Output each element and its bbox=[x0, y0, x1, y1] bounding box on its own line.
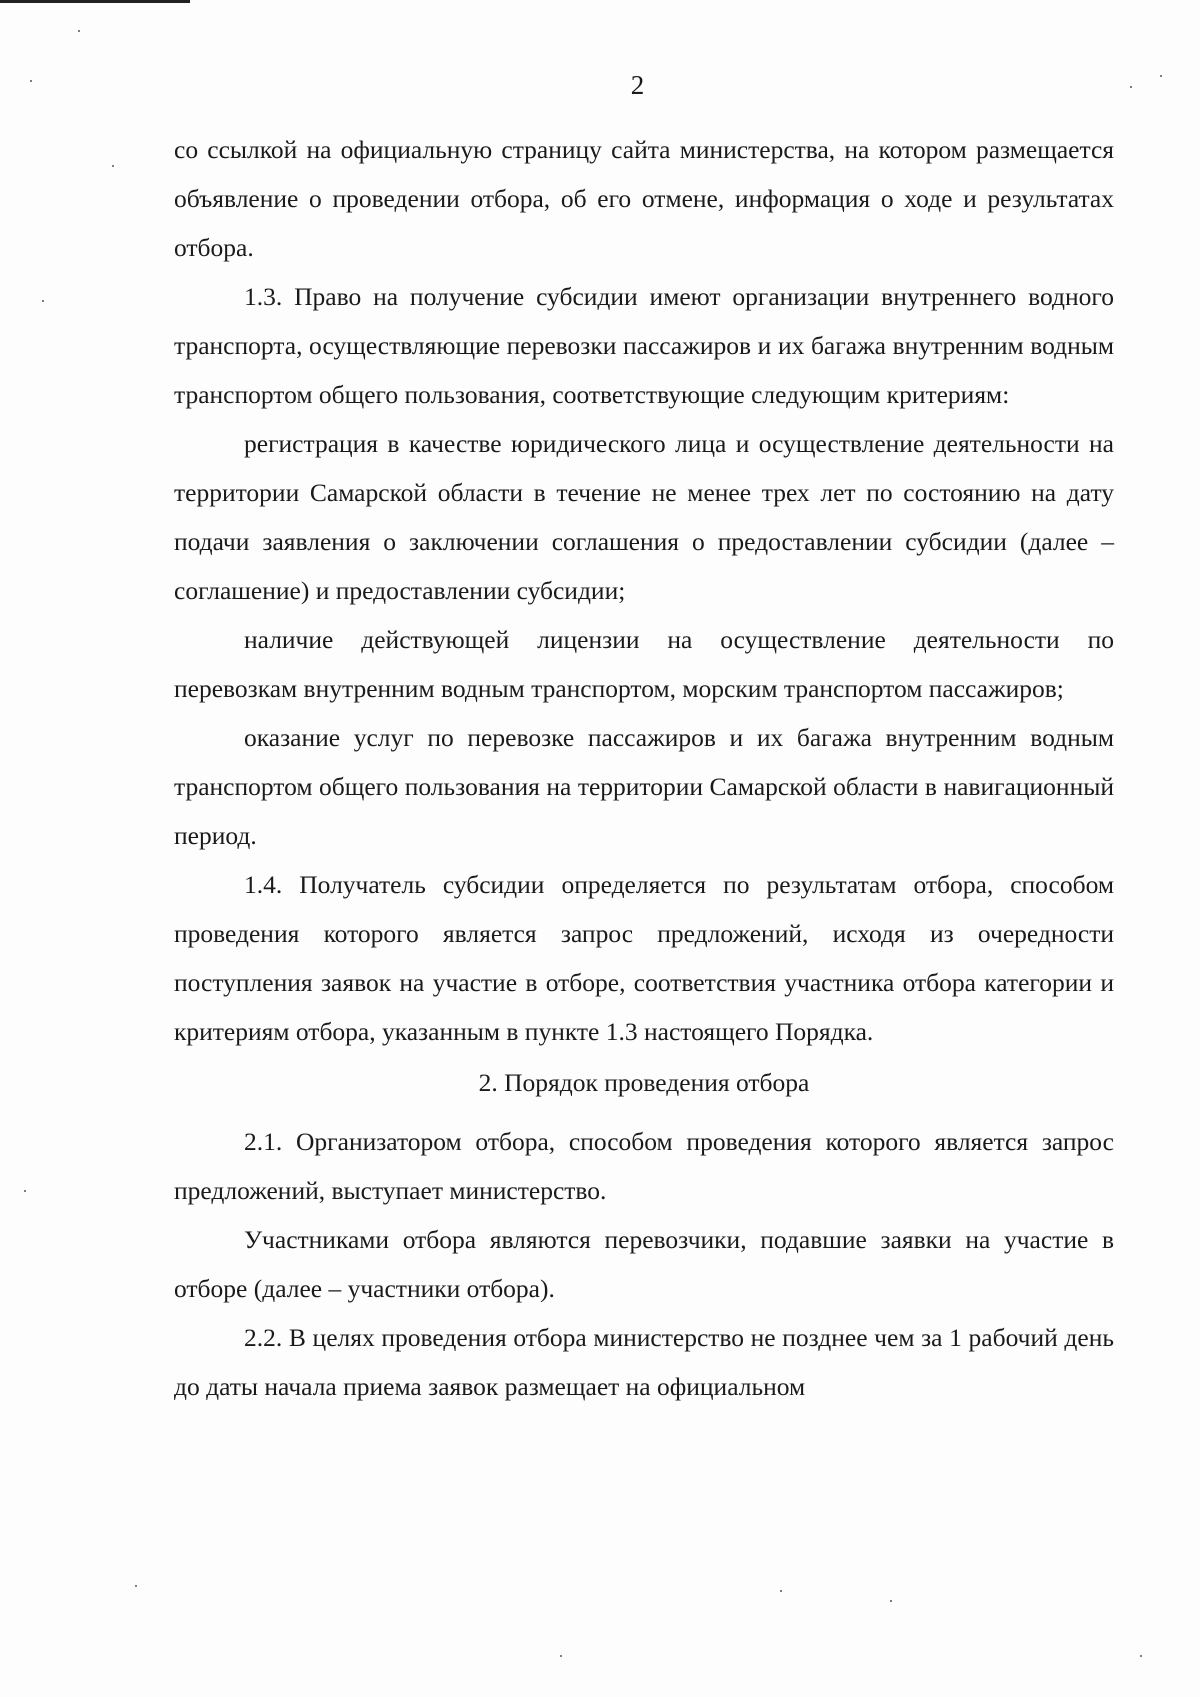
scan-speck bbox=[1130, 86, 1132, 88]
document-body bbox=[174, 125, 1114, 1411]
scan-speck bbox=[112, 165, 114, 167]
section-heading: 2. Порядок проведения отбора bbox=[478, 1068, 810, 1097]
paragraph-1-3: 1.3. Право на получение субсидии имеют организации внутреннего водного транспорта, осуществляющие перевозки пассажиров и их багажа внутренним водным транспортом общего пользования, соответствующие следующим критериям: bbox=[174, 282, 1114, 409]
scan-speck bbox=[24, 1190, 26, 1192]
scan-speck bbox=[1160, 75, 1162, 77]
paragraph-criterion-registration: регистрация в качестве юридического лица и осуществление деятельности на территории Самарской области в течение не менее трех лет по состоянию на дату подачи заявления о заключении соглашения о предоставлении субсидии (далее – соглашение) и предоставлении субсидии; bbox=[174, 429, 1114, 605]
paragraph-2-1: 2.1. Организатором отбора, способом проведения которого является запрос предложений, выступает министерство. bbox=[174, 1127, 1114, 1205]
scan-speck bbox=[135, 1585, 137, 1587]
page-number: 2 bbox=[630, 70, 645, 100]
paragraph-criterion-license: наличие действующей лицензии на осуществление деятельности по перевозкам внутренним водным транспортом, морским транспортом пассажиров; bbox=[174, 625, 1114, 703]
scan-speck bbox=[42, 300, 44, 302]
paragraph-2-2: 2.2. В целях проведения отбора министерство не позднее чем за 1 рабочий день до даты начала приема заявок размещает на официальном bbox=[174, 1323, 1114, 1401]
scan-speck bbox=[1140, 1655, 1142, 1657]
scan-speck bbox=[890, 1600, 892, 1602]
paragraph-continuation: со ссылкой на официальную страницу сайта министерства, на котором размещается объявление о проведении отбора, об его отмене, информация о ходе и результатах отбора. bbox=[174, 135, 1114, 262]
scan-edge-line bbox=[0, 0, 190, 3]
scan-speck bbox=[560, 1655, 562, 1657]
scan-speck bbox=[78, 30, 80, 32]
scan-speck bbox=[30, 80, 32, 82]
paragraph-criterion-services: оказание услуг по перевозке пассажиров и их багажа внутренним водным транспортом общего пользования на территории Самарской области в навигационный период. bbox=[174, 723, 1114, 850]
scan-speck bbox=[780, 1590, 782, 1592]
paragraph-1-4: 1.4. Получатель субсидии определяется по результатам отбора, способом проведения которого является запрос предложений, исходя из очередности поступления заявок на участие в отборе, соответствия участника отбора категории и критериям отбора, указанным в пункте 1.3 настоящего Порядка. bbox=[174, 870, 1114, 1046]
paragraph-participants: Участниками отбора являются перевозчики, подавшие заявки на участие в отборе (далее – участники отбора). bbox=[174, 1225, 1114, 1303]
